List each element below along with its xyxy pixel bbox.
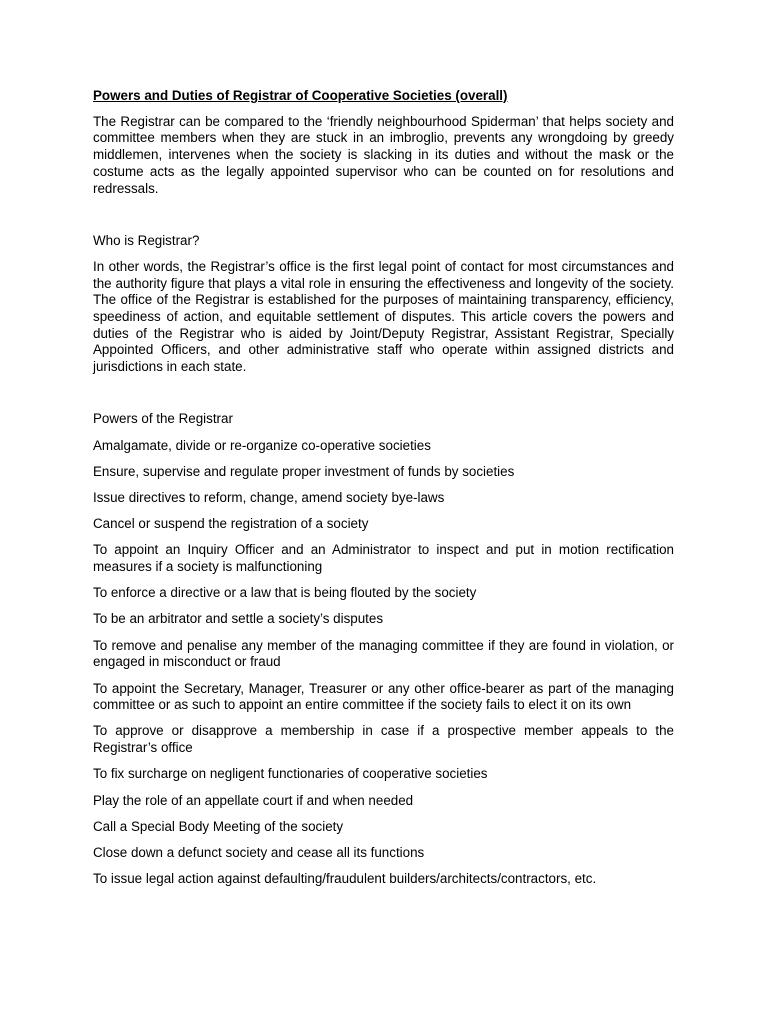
power-item: To appoint an Inquiry Officer and an Administrator to inspect and put in motion rectification measures if a society is malfunctioning (93, 542, 674, 575)
powers-list (93, 438, 674, 888)
power-item: To enforce a directive or a law that is being flouted by the society (93, 585, 477, 601)
power-item: Close down a defunct society and cease all its functions (93, 845, 425, 860)
power-item: To fix surcharge on negligent functionaries of cooperative societies (93, 766, 488, 782)
who-is-registrar-heading: Who is Registrar? (93, 232, 200, 248)
who-is-registrar-paragraph: In other words, the Registrar’s office is the first legal point of contact for most circumstances and the authority figure that plays a vital role in ensuring the effectiveness and longevity of the society. The office of the Registrar is established for the purposes of maintaining transparency, efficiency, speediness of action, and equitable settlement of disputes. This article covers the powers and duties of the Registrar who is aided by Joint/Deputy Registrar, Assistant Registrar, Specially Appointed Officers, and other administrative staff who operate within assigned districts and jurisdictions in each state. (93, 258, 674, 375)
section-gap (93, 207, 674, 233)
document-title: Powers and Duties of Registrar of Cooperative Societies (overall) (93, 88, 508, 103)
power-item: Cancel or suspend the registration of a society (93, 516, 369, 532)
power-item: To issue legal action against defaulting/fraudulent builders/architects/contractors, etc. (93, 871, 597, 887)
power-item: Ensure, supervise and regulate proper investment of funds by societies (93, 463, 515, 479)
intro-paragraph: The Registrar can be compared to the ‘friendly neighbourhood Spiderman’ that helps society and committee members when they are stuck in an imbroglio, prevents any wrongdoing by greedy middlemen, intervenes when the society is slacking in its duties and without the mask or the costume acts as the legally appointed supervisor who can be counted on for resolutions and redressals. (93, 113, 674, 196)
power-item: To appoint the Secretary, Manager, Treasurer or any other office-bearer as part of the managing committee or as such to appoint an entire committee if the society fails to elect it on its own (93, 680, 674, 713)
power-item: To approve or disapprove a membership in case if a prospective member appeals to the Registrar’s office (93, 723, 674, 756)
power-item: Issue directives to reform, change, amend society bye-laws (93, 489, 445, 505)
power-item: Amalgamate, divide or re-organize co-operative societies (93, 437, 431, 453)
power-item: Call a Special Body Meeting of the society (93, 818, 344, 834)
section-gap (93, 385, 674, 411)
document-page (93, 88, 674, 897)
power-item: To be an arbitrator and settle a society’s disputes (93, 611, 384, 627)
power-item: Play the role of an appellate court if and when needed (93, 792, 414, 808)
powers-heading: Powers of the Registrar (93, 411, 233, 427)
power-item: To remove and penalise any member of the managing committee if they are found in violation, or engaged in misconduct or fraud (93, 637, 674, 670)
